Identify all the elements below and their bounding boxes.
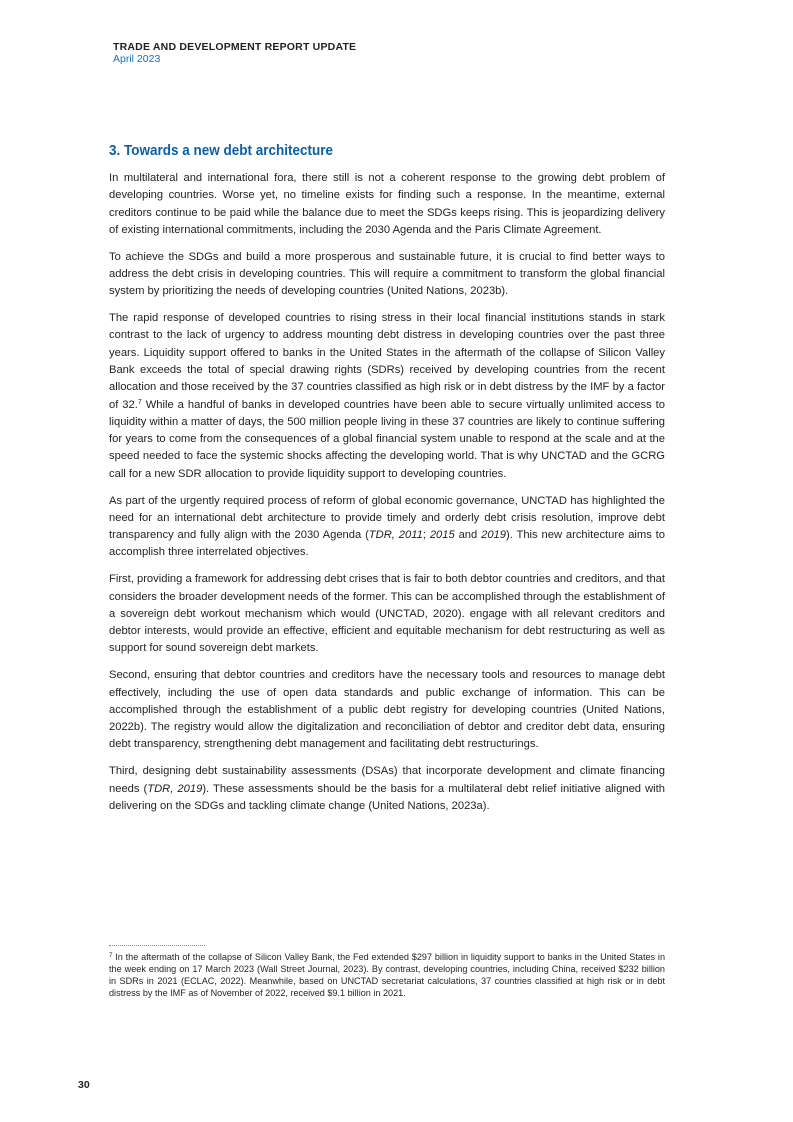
footnote-7 [109,951,665,999]
paragraph-3-text-b: While a handful of banks in developed countries have been able to secure virtually unlimited access to liquidity within a matter of days, the 500 million people living in these 37 countries are likely to continue suffering for years to come from the consequences of a global financial system unable to respond at the scale and at the speed needed to face the systemic shocks affecting the developing world. That is why UNCTAD and the GCRG call for a new SDR allocation to provide liquidity support to developing countries. [109,398,665,480]
page-number: 30 [78,1079,90,1091]
section-heading: 3. Towards a new debt architecture [109,142,334,159]
paragraph-6: Second, ensuring that debtor countries and creditors have the necessary tools and resources to manage debt effectively, including the use of open data standards and public exchange of information. This can be accomplished through the establishment of a public debt registry for developing countries (United Nations, 2022b). The registry would allow the digitalization and reconciliation of debtor and creditor debt data, ensuring debt transparency, strengthening debt management and facilitating debt restructurings. [109,669,665,751]
paragraph-1: In multilateral and international fora, there still is not a coherent response to the growing debt problem of developing countries. Worse yet, no timeline exists for finding such a response. In the meantime, external creditors continue to be paid while the balance due to meet the SDGs keeps rising. This is jeopardizing delivery of existing international commitments, including the 2030 Agenda and the Paris Climate Agreement. [109,172,665,236]
citation-tdr-2011: TDR, 2011 [368,529,423,542]
citation-tdr-2019: TDR, 2019 [147,782,203,795]
paragraph-4-text-a: As part of the urgently required process of reform of global economic governance, UNCTAD has highlighted the need for an international debt architecture to provide timely and orderly debt crisis resolution, improve debt transparency and fully align with the 2030 Agenda ( [109,494,665,542]
citation-2015: 2015 [429,529,455,542]
report-date: April 2023 [113,53,161,65]
main-content [109,141,665,825]
paragraph-4-text-d: ). This new architecture aims to accomplish three interrelated objectives. [109,529,666,559]
paragraph-5: First, providing a framework for addressing debt crises that is fair to both debtor countries and creditors, and that considers the broader development needs of the former. This can be accomplished through the establishment of a sovereign debt workout mechanism which would (UNCTAD, 2020). engage with all relevant creditors and debtor interests, would provide an effective, efficient and equitable mechanism for debt restructuring as well as support for sound sovereign debt markets. [109,573,665,655]
paragraph-7-text-b: ). These assessments should be the basis for a multilateral debt relief initiative aligned with delivering on the SDGs and tackling climate change (United Nations, 2023a). [109,782,665,812]
running-header [113,41,356,65]
citation-2019: 2019 [481,529,506,542]
paragraph-3 [109,310,665,483]
paragraph-3-text-a: The rapid response of developed countries to rising stress in their local financial institutions stands in stark contrast to the lack of urgency to address mounting debt distress in developing countries over the past three years. Liquidity support offered to banks in the United States in the aftermath of the collapse of Silicon Valley Bank exceeds the total of special drawing rights (SDRs) received by developing countries from the recent allocation and those received by the 37 countries classified as high risk or in debt distress by the IMF by a factor of 32. [109,312,665,411]
footnote-divider [109,945,205,946]
paragraph-4-text-b: ; [422,529,430,542]
footnote-marker: 7 [109,953,113,959]
paragraph-4 [109,493,665,562]
paragraph-4-text-c: and [454,529,482,542]
report-title: TRADE AND DEVELOPMENT REPORT UPDATE [113,41,357,53]
footnote-text: In the aftermath of the collapse of Silicon Valley Bank, the Fed extended $297 billion in liquidity support to banks in the United States in the week ending on 17 March 2023 (Wall Street Journal, 2023). By contrast, developing countries, including China, received $232 billion in SDRs in 2021 (ECLAC, 2022). Meanwhile, based on UNCTAD secretariat calculations, 37 countries classified at high risk or in debt distress by the IMF as of November of 2022, received $9.1 billion in 2021. [109,952,665,998]
paragraph-2: To achieve the SDGs and build a more prosperous and sustainable future, it is crucial to find better ways to address the debt crisis in developing countries. This will require a commitment to transform the global financial system by prioritizing the needs of developing countries (United Nations, 2023b). [109,250,665,298]
footnote-reference-7[interactable]: 7 [137,398,142,406]
paragraph-7 [109,763,665,815]
paragraph-7-text-a: Third, designing debt sustainability assessments (DSAs) that incorporate development and climate financing needs ( [109,765,665,795]
